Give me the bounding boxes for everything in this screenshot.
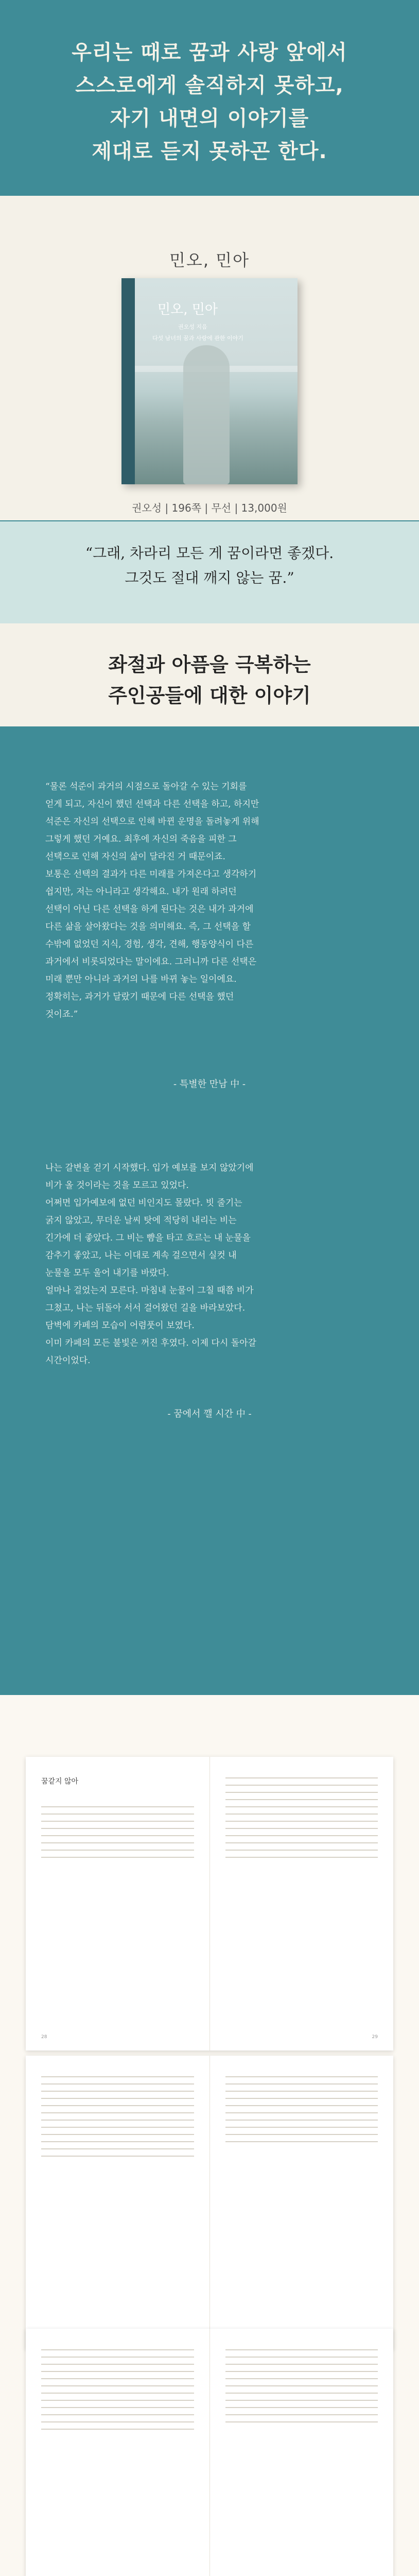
book-info: 권오성 | 196쪽 | 무선 | 13,000원 [132,502,287,514]
text-line [41,1814,194,1815]
text-line [225,2127,378,2128]
text-line [225,2076,378,2077]
excerpt-line: 시간이었다. [45,1355,91,1366]
page-number: 29 [372,2035,378,2040]
excerpt-line: 나는 갈변을 걷기 시작했다. 입가 예보를 보지 않았기에 [45,1163,254,1173]
text-line [225,1799,378,1800]
excerpt-line: 수밖에 없었던 지식, 경험, 생각, 견해, 행동양식이 다른 [45,939,254,950]
text-line [41,2393,194,2394]
text-line [225,1792,378,1793]
excerpt-line: 과거에서 비롯되었다는 말이에요. 그러니까 다른 선택은 [45,957,257,967]
text-line [41,2407,194,2408]
text-line [41,2357,194,2358]
book-section [0,196,419,514]
text-line [41,2156,194,2157]
text-line [225,2414,378,2415]
text-line [41,1857,194,1858]
text-line [41,1828,194,1829]
text-line [41,2134,194,2135]
quote-line: 그것도 절대 깨지 않는 꿈.” [125,569,294,586]
text-line [41,2421,194,2422]
text-line [41,2364,194,2365]
text-line [41,2120,194,2121]
excerpt-line: 비가 올 것이라는 것을 모르고 있었다. [45,1180,189,1191]
cover-spine [121,278,135,484]
cover-subtitle: 다섯 남녀의 꿈과 사랑에 관한 이야기 [152,335,243,342]
text-line [225,2393,378,2394]
page-leaf-right [210,2329,394,2576]
text-line [41,2141,194,2142]
excerpt-line: 얼마나 걸었는지 모른다. 마침내 눈물이 그칠 때쯤 비가 [45,1285,254,1296]
text-line [225,2421,378,2422]
text-line [225,2357,378,2358]
text-line [225,2098,378,2099]
text-line [225,2364,378,2365]
text-line [225,1850,378,1851]
pages-section [0,1695,419,2576]
excerpt-line: 눈물을 모두 울어 내기를 바랐다. [45,1268,169,1278]
text-line [225,2407,378,2408]
text-line [225,1806,378,1807]
text-line [225,2134,378,2135]
text-line [225,1821,378,1822]
text-line [41,1821,194,1822]
text-line [225,1814,378,1815]
hero-line: 제대로 듣지 못하곤 한다. [92,140,327,163]
excerpt-1 [45,778,375,1023]
page-spread [26,2329,393,2576]
text-line [225,1828,378,1829]
text-line [225,1777,378,1778]
text-line [41,1835,194,1836]
text-line [41,2414,194,2415]
excerpt-line: 감추기 좋았고, 나는 이대로 계속 걸으면서 실컷 내 [45,1250,237,1261]
text-line [225,2385,378,2386]
page-number: 28 [41,2035,47,2040]
hero-line: 자기 내면의 이야기를 [110,107,309,130]
excerpt-line: 선택으로 인해 자신의 삶이 달라진 거 때문이죠. [45,852,225,862]
text-line [225,2091,378,2092]
page-spread [26,2056,393,2349]
text-line [41,2076,194,2077]
hero-line: 스스로에게 솔직하지 못하고, [75,74,344,97]
excerpt-line: 담벽에 카페의 모습이 어렴풋이 보였다. [45,1320,195,1331]
hero-quote [0,36,419,168]
text-line [41,2091,194,2092]
excerpt-2 [45,1159,375,1369]
text-line [225,2083,378,2084]
headline-line: 주인공들에 대한 이야기 [108,684,311,707]
text-line [41,1806,194,1807]
excerpt-line: 쉽지만, 저는 아니라고 생각해요. 내가 원래 하려던 [45,887,237,897]
excerpt-line: 굵지 않았고, 무더운 날씨 탓에 적당히 내리는 비는 [45,1215,237,1226]
excerpt-line: 그쳤고, 나는 뒤돌아 서서 걸어왔던 길을 바라보았다. [45,1303,246,1313]
text-line [41,1850,194,1851]
excerpt-line: 보통은 선택의 결과가 다른 미래를 가져온다고 생각하기 [45,869,257,879]
quote-section [0,520,419,623]
headline [0,649,419,711]
excerpt-line: 석준은 자신의 선택으로 인해 바뀐 운명을 돌려놓게 위해 [45,817,259,827]
text-line [41,2127,194,2128]
excerpt-line: 다른 삶을 살아왔다는 것을 의미해요. 즉, 그 선택을 할 [45,922,251,932]
quote-line: “그래, 차라리 모든 게 꿈이라면 좋겠다. [85,545,334,562]
page-leaf-left [26,1757,210,2050]
text-line [41,2105,194,2106]
leaf-chapter-title: 꿈같지 않아 [41,1777,79,1786]
text-line [225,1842,378,1843]
headline-line: 좌절과 아픔을 극복하는 [108,653,311,676]
text-line [41,2429,194,2430]
hero-line: 우리는 때로 꿈과 사랑 앞에서 [72,41,347,64]
text-line [225,2378,378,2379]
excerpt-section [0,726,419,1695]
excerpt-line: 선택이 아닌 다른 선택을 하게 된다는 것은 내가 과거에 [45,904,254,914]
text-line [41,2371,194,2372]
text-line [41,2148,194,2149]
excerpt-line: 정확히는, 과거가 달랐기 때문에 다른 선택을 했던 [45,992,234,1002]
text-line [41,2112,194,2113]
page-leaf-left [26,2329,210,2576]
headline-section [0,623,419,726]
quote-text [0,541,419,590]
cover-title: 민오, 민아 [158,302,218,317]
excerpt-line: 미래 뿐만 아니라 과거의 나를 바뀌 놓는 일이에요. [45,974,237,985]
page-spread [26,1757,393,2050]
excerpt-line: “물론 석준이 과거의 시점으로 돌아갈 수 있는 기회를 [45,782,247,792]
book-title: 민오, 민아 [169,250,250,270]
text-line [225,1835,378,1836]
text-line [225,2371,378,2372]
page-leaf-left [26,2056,210,2349]
excerpt-2-cite: - 꿈에서 깰 시간 中 - [167,1409,252,1419]
text-line [41,2098,194,2099]
excerpt-line: 얻게 되고, 자신이 했던 선택과 다른 선택을 하고, 하지만 [45,799,259,809]
excerpt-1-cite: - 특별한 만남 中 - [173,1079,246,1090]
text-line [225,2349,378,2350]
text-line [225,2105,378,2106]
hero-section [0,0,419,196]
excerpt-line: 어쩌면 입가예보에 없던 비인지도 몰랐다. 빗 줄기는 [45,1198,242,1208]
cover-author: 권오성 지음 [178,324,207,330]
excerpt-line: 이미 카페의 모든 불빛은 꺼진 후였다. 이제 다시 돌아갈 [45,1338,256,1348]
page-leaf-right [210,1757,394,2050]
text-line [225,1785,378,1786]
text-line [41,1842,194,1843]
page-leaf-right [210,2056,394,2349]
text-line [41,2385,194,2386]
text-line [41,2400,194,2401]
text-line [225,2120,378,2121]
excerpt-line: 긴가에 더 좋았다. 그 비는 뺨을 타고 흐르는 내 눈물을 [45,1233,251,1243]
excerpt-line: 것이죠.” [45,1009,78,1020]
text-line [41,2349,194,2350]
cover-figure [183,345,230,484]
text-line [225,2141,378,2142]
excerpt-line: 그렇게 했던 거예요. 최후에 자신의 죽음을 피한 그 [45,834,237,844]
text-line [41,2083,194,2084]
text-line [225,2400,378,2401]
book-cover-image [121,278,298,484]
text-line [225,2112,378,2113]
text-line [41,2378,194,2379]
text-line [225,1857,378,1858]
